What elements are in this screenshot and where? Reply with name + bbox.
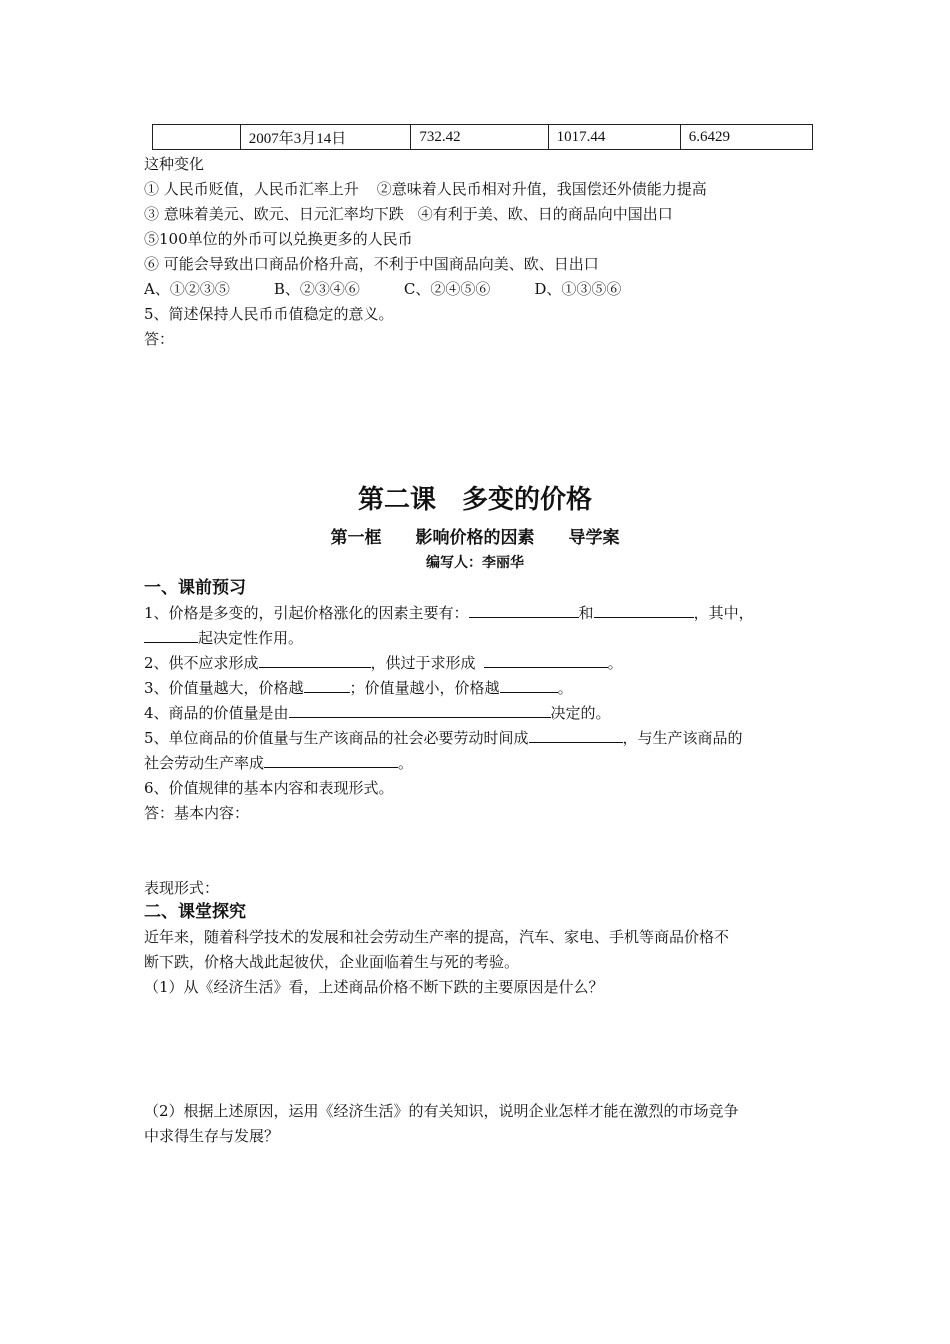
question-text: ，与生产该商品的 — [622, 729, 743, 747]
answer-options — [144, 278, 665, 300]
subtitle-part: 第一框 — [330, 528, 382, 548]
section-heading-preview: 一、课前预习 — [144, 578, 246, 598]
fill-blank[interactable] — [594, 603, 694, 618]
lesson-title: 第二课 多变的价格 — [357, 485, 592, 515]
question-text: 和 — [578, 604, 594, 622]
table-cell: 6.6429 — [680, 125, 812, 150]
question-text: 1、价格是多变的，引起价格涨化的因素主要有： — [144, 604, 469, 622]
choice-item: ④有利于美、欧、日的商品向中国出口 — [417, 205, 673, 223]
question-text: 决定的。 — [550, 704, 611, 722]
section-heading-explore: 二、课堂探究 — [144, 902, 246, 922]
subtitle-part: 影响价格的因素 — [415, 528, 535, 548]
choice-line — [144, 178, 707, 200]
choice-item: ②意味着人民币相对升值，我国偿还外债能力提高 — [376, 180, 707, 198]
question-text: 5、单位商品的价值量与生产该商品的社会必要劳动时间成 — [144, 729, 529, 747]
fill-blank[interactable] — [529, 728, 623, 743]
table-cell: 2007年3月14日 — [240, 125, 411, 150]
choice-item: ⑥ 可能会导致出口商品价格升高，不利于中国商品向美、欧、日出口 — [144, 255, 599, 273]
choice-line — [144, 203, 673, 225]
table-cell: 732.42 — [411, 125, 548, 150]
choice-item: ① 人民币贬值，人民币汇率上升 — [144, 180, 359, 198]
explore-paragraph-line: 近年来，随着科学技术的发展和社会劳动生产率的提高，汽车、家电、手机等商品价格不 — [144, 928, 730, 946]
explore-question-2-cont: 中求得生存与发展？ — [144, 1127, 280, 1145]
fill-blank[interactable] — [469, 603, 579, 618]
question-text: ；价值量越小，价格越 — [349, 679, 500, 697]
table-cell: 1017.44 — [548, 125, 680, 150]
question-text: ，其中， — [693, 604, 754, 622]
fill-blank[interactable] — [289, 703, 551, 718]
preview-question-4 — [144, 702, 611, 724]
question-5: 5、简述保持人民币币值稳定的意义。 — [144, 305, 394, 323]
fill-blank[interactable] — [304, 678, 350, 693]
fill-blank[interactable] — [264, 753, 398, 768]
choice-item: ③ 意味着美元、欧元、日元汇率均下跌 — [144, 205, 404, 223]
preview-question-6: 6、价值规律的基本内容和表现形式。 — [144, 779, 394, 797]
table-cell — [153, 125, 241, 150]
answer-content-label: 答：基本内容： — [144, 804, 250, 822]
question-text: 2、供不应求形成 — [144, 654, 259, 672]
option-a: A、①②③⑤ — [144, 280, 230, 298]
table-row — [153, 125, 813, 150]
fill-blank[interactable] — [484, 653, 608, 668]
answer-label: 答： — [144, 330, 175, 348]
author-line: 编写人：李丽华 — [426, 555, 524, 571]
question-text: 。 — [607, 654, 623, 672]
option-b: B、②③④⑥ — [273, 280, 360, 298]
question-text: 起决定性作用。 — [198, 629, 304, 647]
choice-item: ⑤100单位的外币可以兑换更多的人民币 — [144, 230, 413, 248]
lesson-subtitle — [0, 524, 950, 552]
question-text: 4、商品的价值量是由 — [144, 704, 289, 722]
subtitle-part: 导学案 — [568, 528, 620, 548]
question-text: ，供过于求形成 — [370, 654, 476, 672]
question-lead: 这种变化 — [144, 155, 205, 173]
exchange-rate-table — [152, 124, 813, 150]
preview-question-2 — [144, 652, 623, 674]
option-d: D、①③⑤⑥ — [534, 280, 622, 298]
fill-blank[interactable] — [144, 628, 198, 643]
question-text: 。 — [557, 679, 573, 697]
preview-question-1 — [144, 602, 754, 624]
question-text: 社会劳动生产率成 — [144, 754, 265, 772]
preview-question-5 — [144, 727, 743, 749]
option-c: C、②④⑤⑥ — [403, 280, 491, 298]
question-text: 3、价值量越大，价格越 — [144, 679, 304, 697]
question-text: 。 — [398, 754, 414, 772]
explore-paragraph-line: 断下跌，价格大战此起彼伏，企业面临着生与死的考验。 — [144, 953, 520, 971]
fill-blank[interactable] — [500, 678, 558, 693]
fill-blank[interactable] — [259, 653, 371, 668]
answer-form-label: 表现形式： — [144, 879, 220, 897]
explore-question-1: （1）从《经济生活》看，上述商品价格不断下跌的主要原因是什么？ — [144, 978, 604, 996]
explore-question-2: （2）根据上述原因，运用《经济生活》的有关知识，说明企业怎样才能在激烈的市场竞争 — [144, 1102, 739, 1120]
preview-question-3 — [144, 677, 573, 699]
preview-question-1-cont — [144, 627, 303, 649]
preview-question-5-cont — [144, 752, 413, 774]
